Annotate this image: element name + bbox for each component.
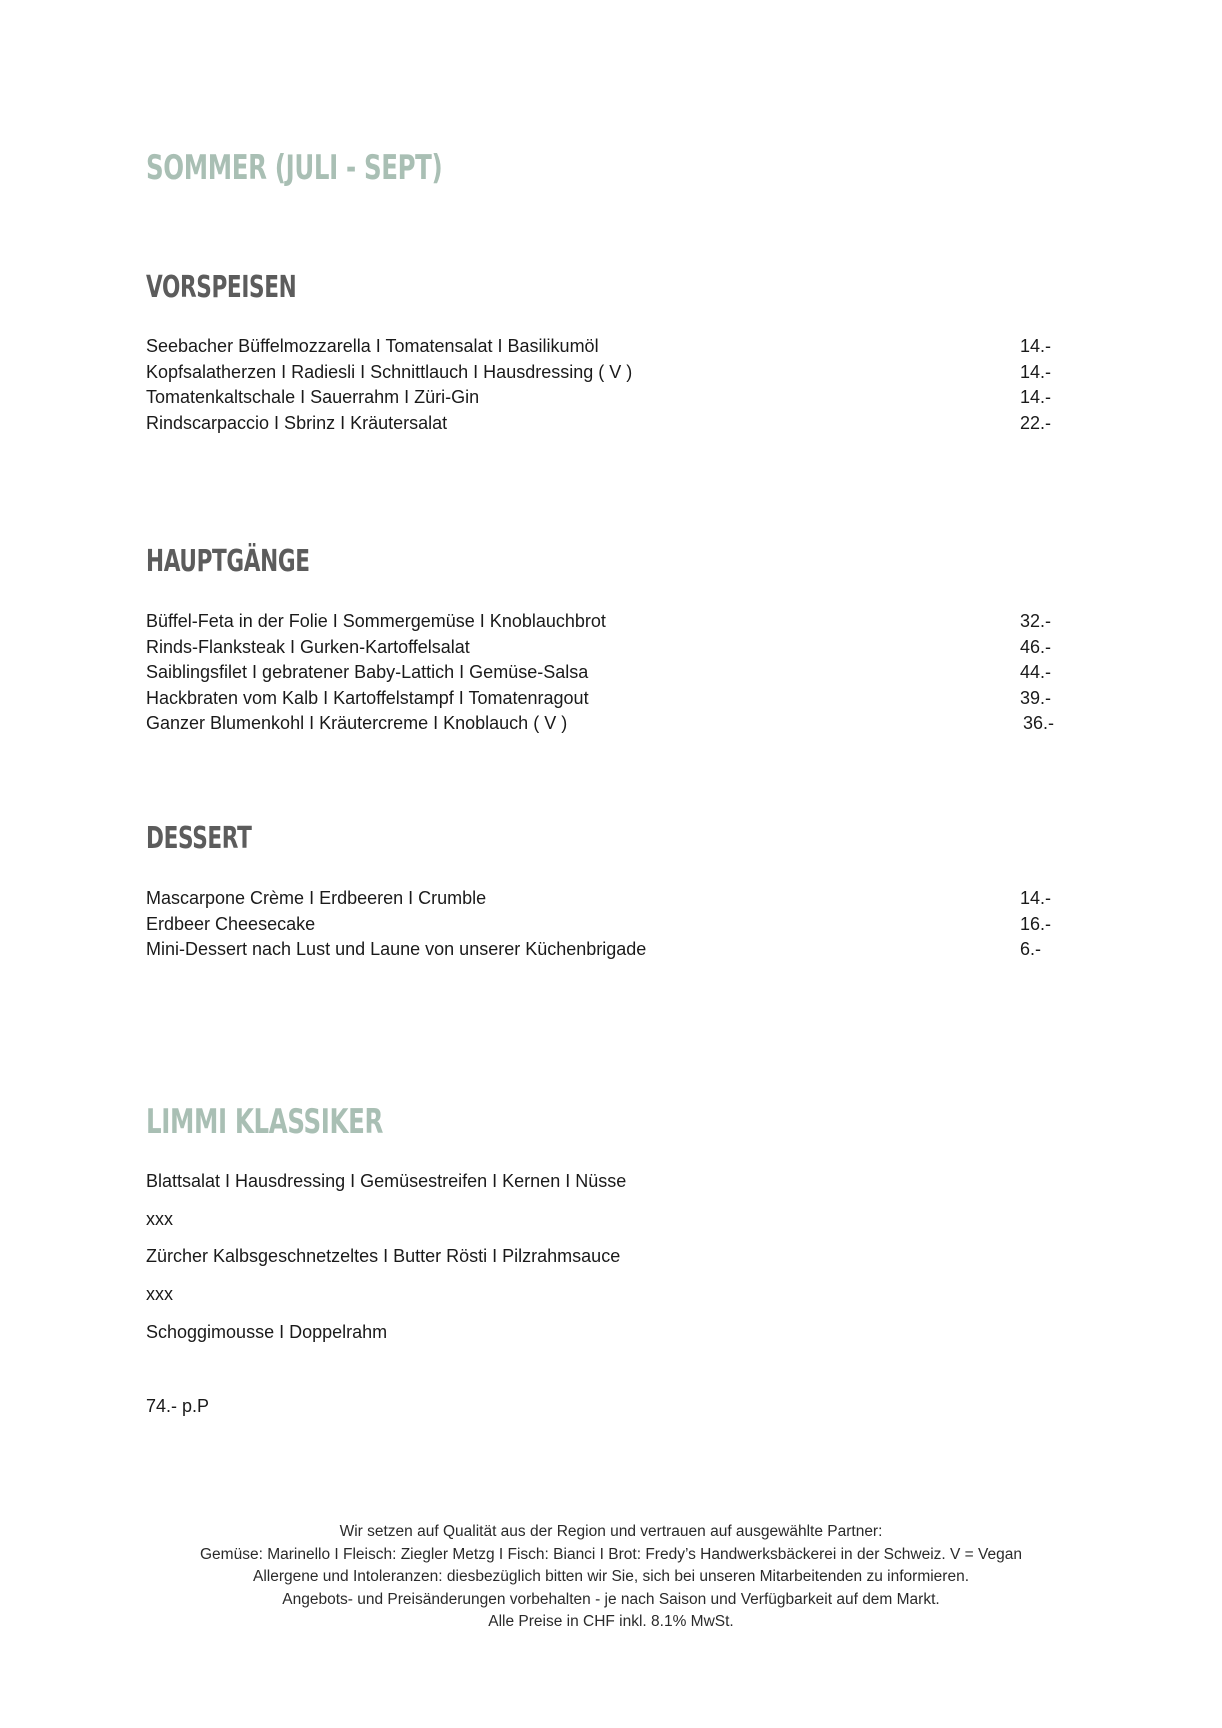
item-name: Kopfsalatherzen I Radiesli I Schnittlauch I Hausdressing ( V ) (146, 361, 633, 382)
menu-item (146, 660, 1066, 686)
item-name: Ganzer Blumenkohl I Kräutercreme I Knoblauch ( V ) (146, 713, 568, 733)
item-name: Büffel-Feta in der Folie I Sommergemüse I Knoblauchbrot (146, 611, 606, 631)
menu-item (146, 385, 1066, 411)
footer-notes (100, 1521, 1122, 1634)
item-price: 16.- (1020, 913, 1052, 934)
footer-line: Wir setzen auf Qualität aus der Region und vertrauen auf ausgewählte Partner: (339, 1523, 883, 1540)
footer-line: Allergene und Intoleranzen: diesbezüglich bitten wir Sie, sich bei unseren Mitarbeitenden zu informieren. (253, 1568, 969, 1586)
item-price: 14.- (1020, 387, 1052, 407)
footer-line: Alle Preise in CHF inkl. 8.1% MwSt. (488, 1613, 734, 1631)
section-title-dessert: DESSERT (146, 821, 252, 856)
item-price: 6.- (1020, 939, 1042, 959)
item-price: 36.- (1023, 713, 1055, 733)
menu-item (146, 411, 1066, 437)
course-separator: xxx (146, 1208, 173, 1229)
menu-course: Blattsalat I Hausdressing I Gemüsestreifen I Kernen I Nüsse (146, 1171, 627, 1191)
footer-line: Gemüse: Marinello I Fleisch: Ziegler Metzg I Fisch: Bianci I Brot: Fredy’s Handwerksbäckerei in der Schweiz. V = Vegan (200, 1545, 1022, 1563)
item-price: 14.- (1020, 361, 1052, 382)
menu-item (146, 609, 1066, 635)
hauptgaenge-list (146, 609, 1066, 737)
section-title-hauptgaenge: HAUPTGÄNGE (146, 544, 310, 579)
item-price: 22.- (1020, 412, 1052, 433)
menu-item (146, 334, 1066, 360)
menu-item (146, 686, 1066, 712)
klassiker-menu (146, 1169, 626, 1357)
item-name: Erdbeer Cheesecake (146, 913, 316, 934)
vorspeisen-list (146, 334, 1066, 436)
item-name: Seebacher Büffelmozzarella I Tomatensalat I Basilikumöl (146, 336, 599, 356)
menu-item (146, 711, 1066, 737)
item-name: Hackbraten vom Kalb I Kartoffelstampf I Tomatenragout (146, 687, 589, 708)
menu-item (146, 912, 1066, 938)
menu-course: Zürcher Kalbsgeschnetzeltes I Butter Rösti I Pilzrahmsauce (146, 1246, 621, 1267)
item-price: 32.- (1020, 611, 1052, 631)
item-name: Tomatenkaltschale I Sauerrahm I Züri-Gin (146, 387, 480, 407)
section-title-klassiker: LIMMI KLASSIKER (146, 1102, 383, 1142)
season-title: SOMMER (JULI - SEPT) (146, 148, 443, 188)
item-price: 14.- (1020, 888, 1052, 908)
item-name: Mini-Dessert nach Lust und Laune von unserer Küchenbrigade (146, 939, 647, 959)
menu-item (146, 635, 1066, 661)
menu-item (146, 360, 1066, 386)
item-name: Mascarpone Crème I Erdbeeren I Crumble (146, 888, 487, 908)
dessert-list (146, 886, 1066, 963)
menu-item (146, 886, 1066, 912)
item-price: 46.- (1020, 636, 1052, 657)
item-price: 44.- (1020, 662, 1052, 682)
item-price: 14.- (1020, 336, 1052, 356)
item-price: 39.- (1020, 687, 1052, 708)
item-name: Rinds-Flanksteak I Gurken-Kartoffelsalat (146, 636, 470, 657)
menu-item (146, 937, 1066, 963)
menu-course: Schoggimousse I Doppelrahm (146, 1321, 388, 1342)
item-name: Rindscarpaccio I Sbrinz I Kräutersalat (146, 412, 448, 433)
footer-line: Angebots- und Preisänderungen vorbehalten - je nach Saison und Verfügbarkeit auf dem Markt. (282, 1590, 940, 1608)
section-title-vorspeisen: VORSPEISEN (146, 270, 297, 305)
klassiker-price: 74.- p.P (146, 1396, 210, 1416)
item-name: Saiblingsfilet I gebratener Baby-Lattich I Gemüse-Salsa (146, 662, 589, 682)
course-separator: xxx (146, 1284, 173, 1305)
